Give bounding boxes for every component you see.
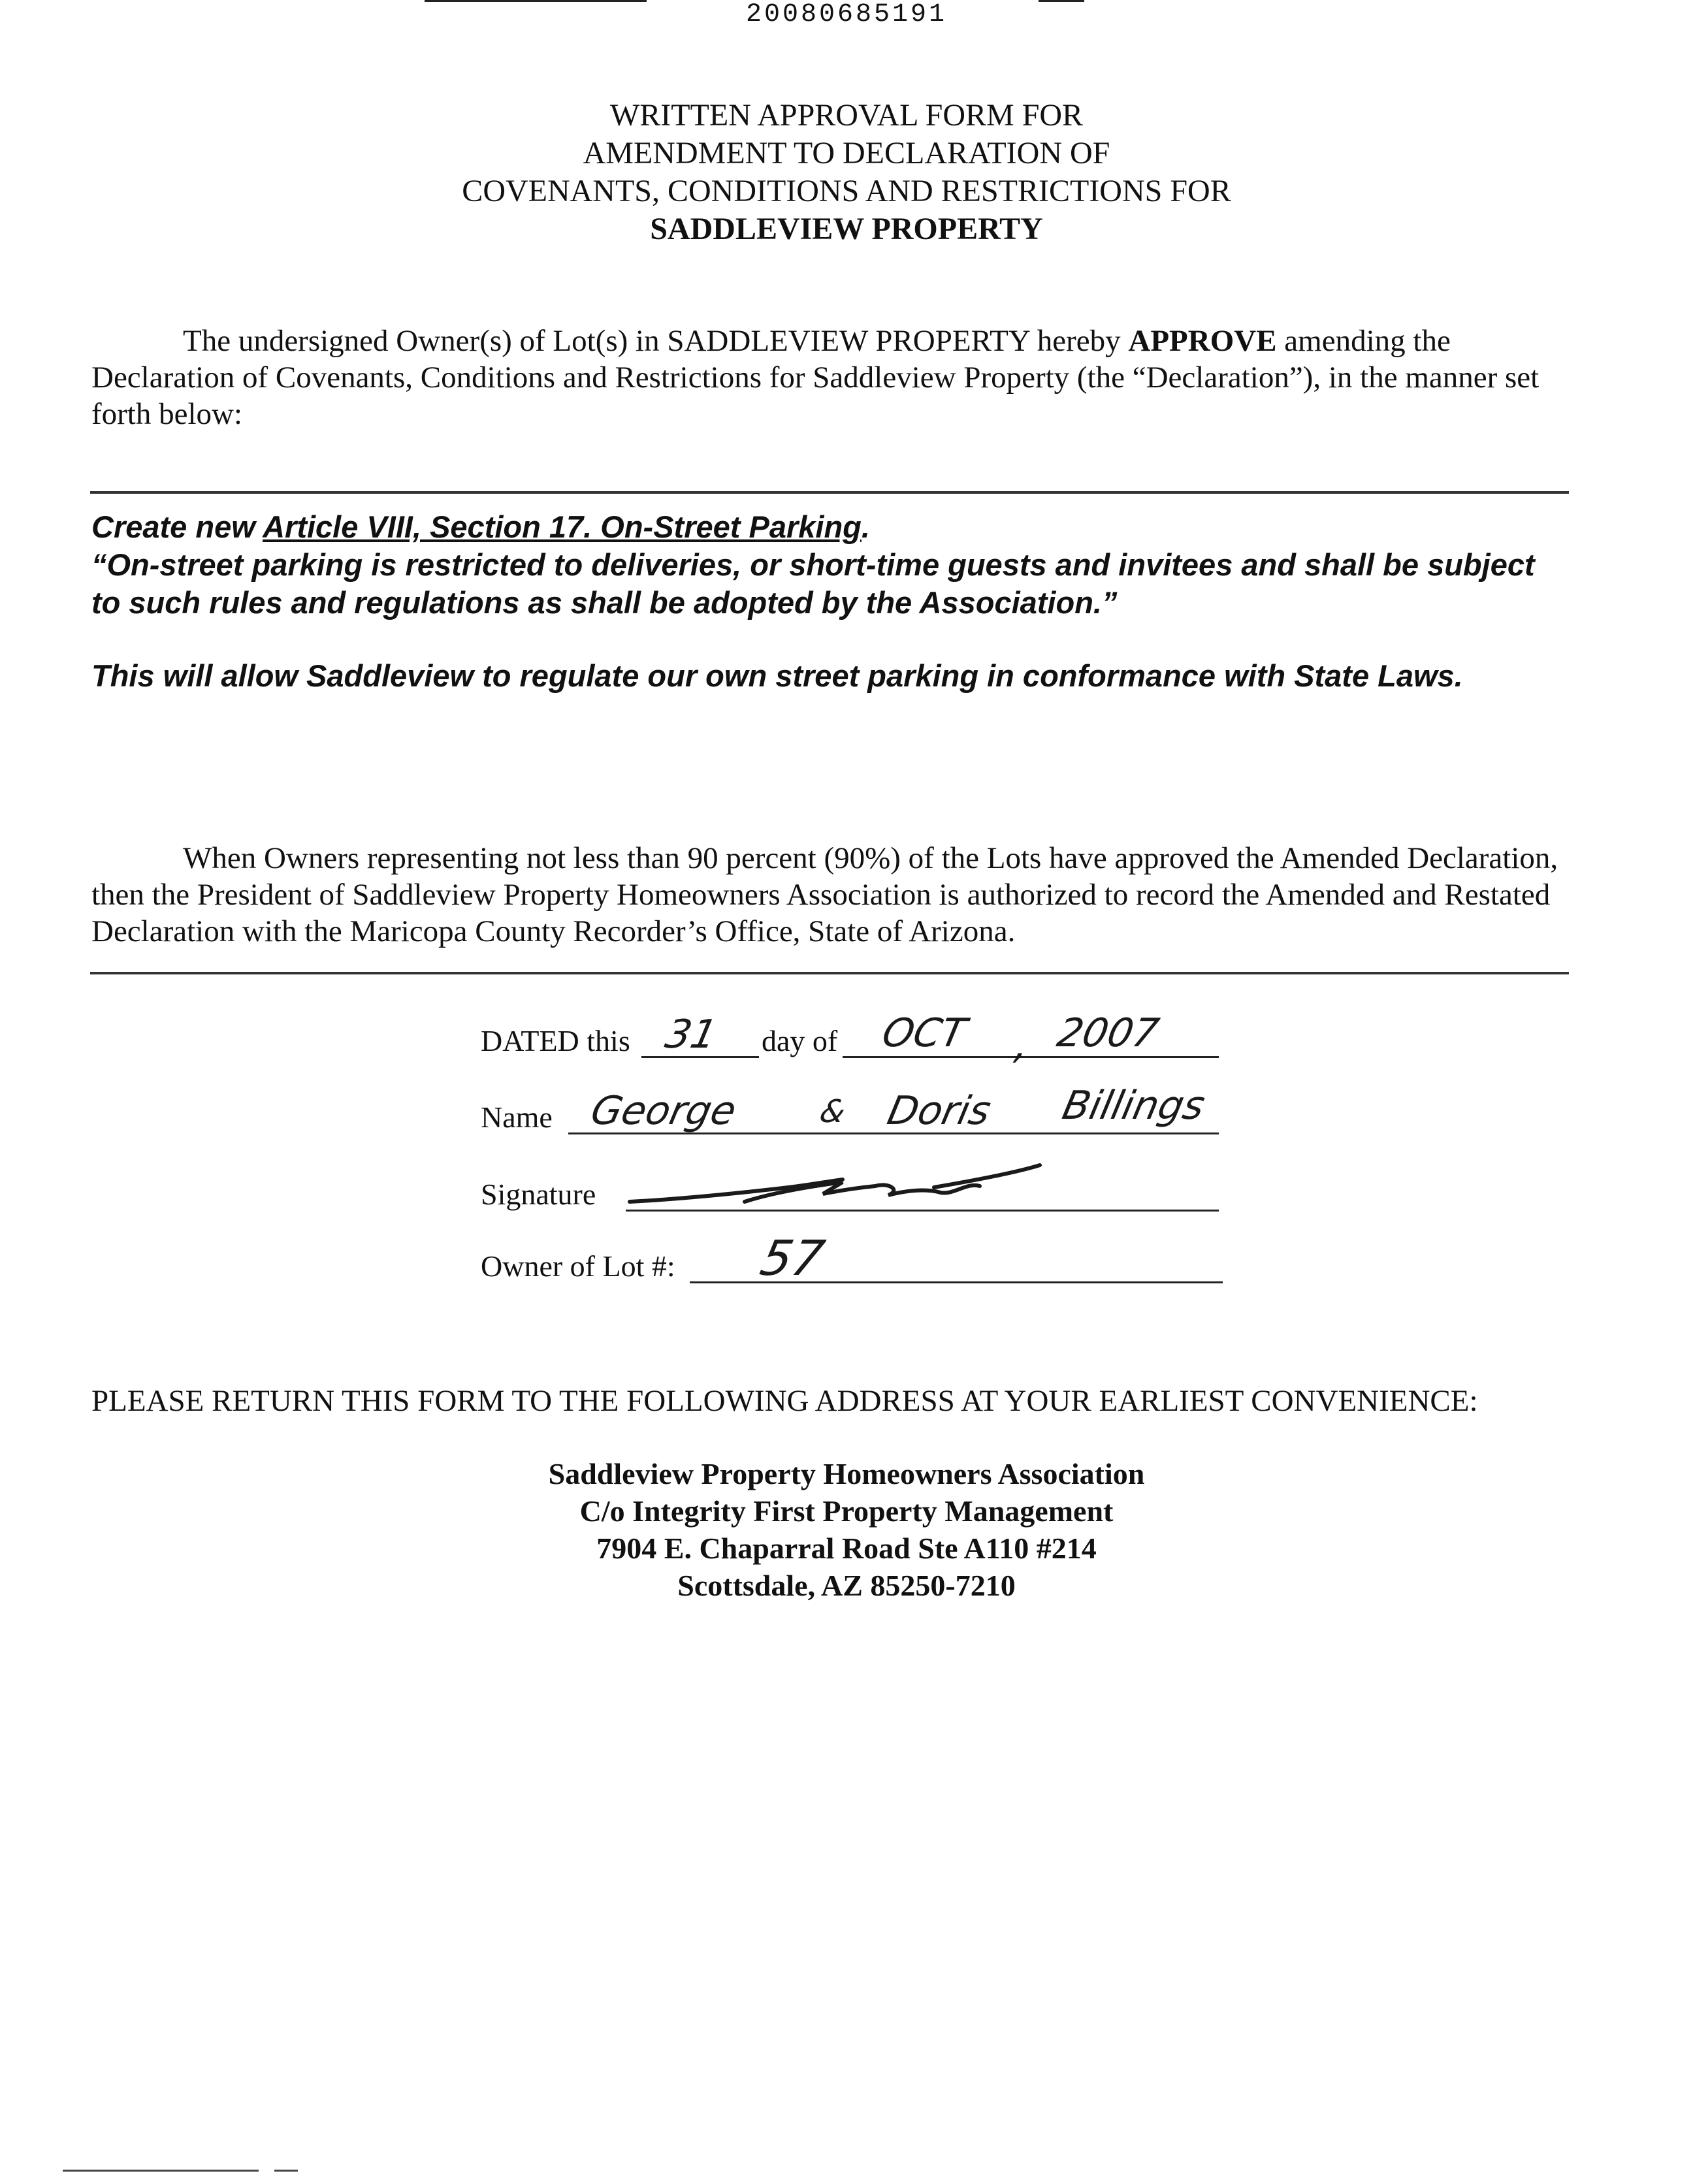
- amendment-create-prefix: Create new: [91, 509, 263, 544]
- signature-label: Signature: [481, 1178, 596, 1211]
- dated-label: DATED this: [481, 1024, 630, 1057]
- title-line-2: AMENDMENT TO DECLARATION OF: [583, 136, 1110, 170]
- intro-approve-word: APPROVE: [1128, 324, 1277, 358]
- name-label: Name: [481, 1100, 553, 1134]
- name-value-doris: Doris: [883, 1088, 995, 1134]
- lot-row: [0, 1230, 1693, 1287]
- lot-label: Owner of Lot #:: [481, 1249, 675, 1283]
- address-line-3: 7904 E. Chaparral Road Ste A110 #214: [596, 1532, 1097, 1565]
- month-value: OCT: [878, 1010, 971, 1056]
- divider-bottom: [90, 972, 1569, 974]
- year-separator: ,: [1011, 1022, 1034, 1068]
- amendment-create-line: [91, 508, 1594, 546]
- address-line-4: Scottsdale, AZ 85250-7210: [677, 1569, 1016, 1602]
- lot-value: 57: [755, 1230, 830, 1287]
- return-instruction: PLEASE RETURN THIS FORM TO THE FOLLOWING ADDRESS AT YOUR EARLIEST CONVENIENCE:: [91, 1384, 1478, 1418]
- name-value-ampersand: &: [816, 1093, 849, 1130]
- intro-paragraph: [91, 323, 1568, 432]
- amendment-quote: “On-street parking is restricted to deliveries, or short-time guests and invitees and shall be subject to such rules and regulations as shall be adopted by the Association.”: [91, 547, 1535, 620]
- day-value: 31: [661, 1012, 721, 1057]
- amendment-note: This will allow Saddleview to regulate our own street parking in conformance with State Laws.: [91, 658, 1463, 693]
- bottom-scan-mark-short: [274, 2170, 298, 2172]
- signature-row: [0, 1169, 1693, 1215]
- day-of-label: day of: [762, 1024, 838, 1057]
- divider-top: [90, 491, 1569, 494]
- address-line-2: C/o Integrity First Property Management: [579, 1494, 1114, 1528]
- amendment-create-suffix: .: [861, 509, 870, 544]
- title-line-1: WRITTEN APPROVAL FORM FOR: [609, 98, 1084, 133]
- name-value-billings: Billings: [1058, 1083, 1209, 1129]
- intro-text-before: The undersigned Owner(s) of Lot(s) in SADDLEVIEW PROPERTY hereby: [183, 324, 1129, 358]
- month-year-line: [843, 1056, 1219, 1058]
- approval-paragraph-text: When Owners representing not less than 90 percent (90%) of the Lots have approved the Amended Declaration, then the President of Saddleview Property Homeowners Association is authorized to record the Amended and Restated Declaration with the Maricopa County Recorder’s Office, State of Arizona.: [91, 841, 1558, 948]
- bottom-scan-mark: [63, 2170, 259, 2172]
- name-row: [0, 1083, 1693, 1138]
- handwritten-signature: [627, 1156, 1045, 1221]
- intro-text-after: amending the Declaration of Covenants, Conditions and Restrictions for Saddleview Property (the “Declaration”), in the manner set forth below:: [91, 324, 1540, 431]
- approval-paragraph: [91, 840, 1568, 950]
- address-line-1: Saddleview Property Homeowners Association: [548, 1457, 1145, 1490]
- document-number: 20080685191: [745, 0, 948, 29]
- amendment-article-reference: Article VIII, Section 17. On-Street Parking: [263, 509, 862, 544]
- title-line-4: SADDLEVIEW PROPERTY: [650, 212, 1043, 246]
- dated-row: [0, 1010, 1693, 1068]
- year-value: 2007: [1053, 1010, 1163, 1056]
- title-line-3: COVENANTS, CONDITIONS AND RESTRICTIONS FOR: [462, 174, 1231, 208]
- name-value-george: George: [587, 1088, 741, 1134]
